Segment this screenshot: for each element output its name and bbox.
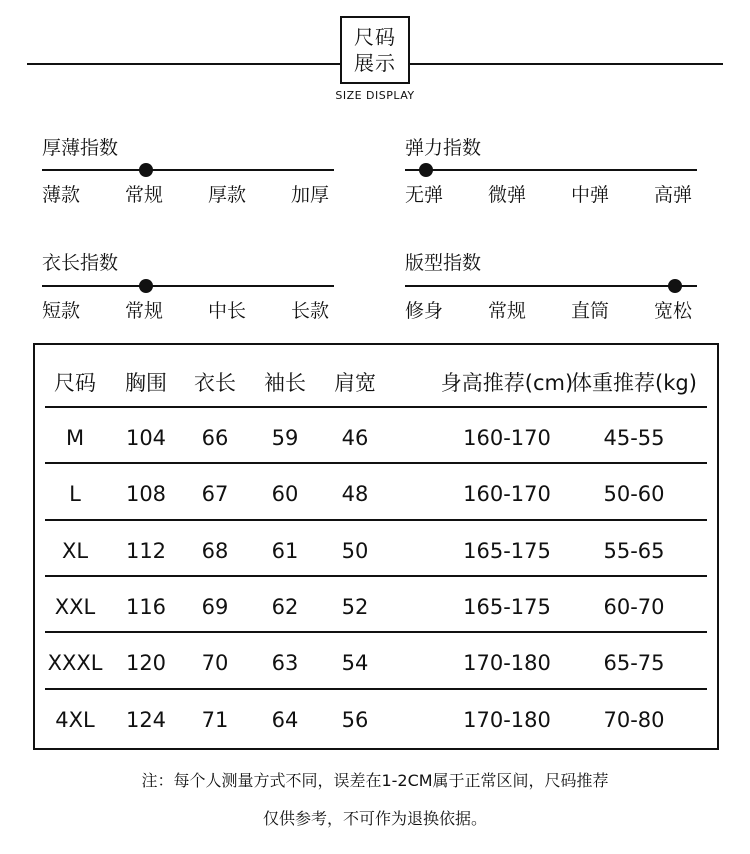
table-header-cell: 胸围 <box>125 371 167 395</box>
scale-option: 常规 <box>125 300 164 322</box>
table-cell: 120 <box>125 651 167 675</box>
scale-option: 常规 <box>488 300 527 322</box>
scale-option: 短款 <box>42 300 81 322</box>
table-cell: 160-170 <box>463 482 551 506</box>
scale-track <box>42 169 334 171</box>
title-box <box>340 16 410 84</box>
header-divider-right <box>410 63 723 65</box>
table-cell: 170-180 <box>463 708 551 732</box>
scale-option: 薄款 <box>42 184 81 206</box>
page-title-line1: 尺码 <box>354 25 396 49</box>
scale-marker-dot <box>139 279 153 293</box>
scale-title: 版型指数 <box>405 252 482 274</box>
scale-marker-dot <box>668 279 682 293</box>
table-cell: 160-170 <box>463 426 551 450</box>
table-cell: 70 <box>201 651 229 675</box>
table-cell: 104 <box>125 426 167 450</box>
scale-option: 长款 <box>291 300 330 322</box>
table-cell: 63 <box>271 651 299 675</box>
table-cell: 65-75 <box>603 651 665 675</box>
page-title-line2: 展示 <box>354 51 396 75</box>
table-cell: 46 <box>341 426 369 450</box>
page-subtitle: SIZE DISPLAY <box>335 89 415 102</box>
table-cell: 55-65 <box>603 539 665 563</box>
table-cell: 60 <box>271 482 299 506</box>
scale-title: 厚薄指数 <box>42 137 119 159</box>
scale-title: 弹力指数 <box>405 137 482 159</box>
table-cell: M <box>65 426 85 450</box>
table-cell: XXL <box>54 595 96 619</box>
table-cell: 69 <box>201 595 229 619</box>
table-cell: 71 <box>201 708 229 732</box>
table-cell: 45-55 <box>603 426 665 450</box>
table-cell: XL <box>61 539 89 563</box>
table-cell: 61 <box>271 539 299 563</box>
table-row-divider <box>45 688 707 690</box>
table-cell: 124 <box>125 708 167 732</box>
table-cell: 108 <box>125 482 167 506</box>
table-cell: 50-60 <box>603 482 665 506</box>
scale-track <box>405 285 697 287</box>
table-cell: L <box>69 482 81 506</box>
note-line-2: 仅供参考，不可作为退换依据。 <box>262 809 487 828</box>
table-cell: 54 <box>341 651 369 675</box>
table-cell: 62 <box>271 595 299 619</box>
table-header-cell: 衣长 <box>194 371 236 395</box>
table-cell: 52 <box>341 595 369 619</box>
table-row-divider <box>45 519 707 521</box>
scale-option: 常规 <box>125 184 164 206</box>
table-header-cell: 体重推荐(kg) <box>571 371 697 395</box>
table-cell: 112 <box>125 539 167 563</box>
table-cell: 67 <box>201 482 229 506</box>
table-cell: 116 <box>125 595 167 619</box>
scale-option: 无弹 <box>405 184 444 206</box>
table-cell: 4XL <box>55 708 95 732</box>
scale-marker-dot <box>139 163 153 177</box>
table-cell: 68 <box>201 539 229 563</box>
table-cell: 70-80 <box>603 708 665 732</box>
table-header-cell: 尺码 <box>54 371 96 395</box>
size-table <box>33 343 719 750</box>
scale-track <box>42 285 334 287</box>
table-cell: 165-175 <box>463 595 551 619</box>
table-header-cell: 袖长 <box>264 371 306 395</box>
table-cell: 66 <box>201 426 229 450</box>
table-cell: 50 <box>341 539 369 563</box>
table-cell: 165-175 <box>463 539 551 563</box>
scale-option: 修身 <box>405 300 444 322</box>
note-line-1: 注：每个人测量方式不同，误差在1-2CM属于正常区间，尺码推荐 <box>141 771 609 790</box>
table-cell: XXXL <box>47 651 103 675</box>
table-header-cell: 身高推荐(cm) <box>440 371 574 395</box>
scale-title: 衣长指数 <box>42 252 119 274</box>
scale-option: 高弹 <box>654 184 693 206</box>
table-cell: 59 <box>271 426 299 450</box>
scale-option: 中弹 <box>571 184 610 206</box>
scale-track <box>405 169 697 171</box>
scale-option: 加厚 <box>291 184 330 206</box>
header-divider-left <box>27 63 340 65</box>
scale-option: 中长 <box>208 300 247 322</box>
scale-option: 直筒 <box>571 300 610 322</box>
table-cell: 48 <box>341 482 369 506</box>
table-cell: 170-180 <box>463 651 551 675</box>
scale-option: 微弹 <box>488 184 527 206</box>
table-header-cell: 肩宽 <box>334 371 376 395</box>
scale-option: 厚款 <box>208 184 247 206</box>
table-row-divider <box>45 631 707 633</box>
scale-option: 宽松 <box>654 300 693 322</box>
table-row-divider <box>45 575 707 577</box>
table-row-divider <box>45 406 707 408</box>
table-cell: 64 <box>271 708 299 732</box>
scale-marker-dot <box>419 163 433 177</box>
table-cell: 56 <box>341 708 369 732</box>
table-row-divider <box>45 462 707 464</box>
table-cell: 60-70 <box>603 595 665 619</box>
